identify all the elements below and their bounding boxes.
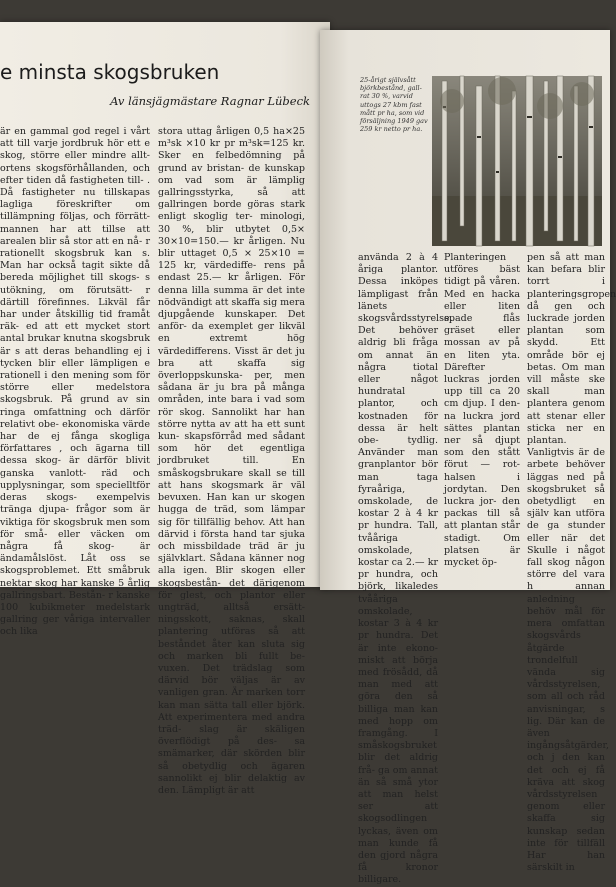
right-column-1 (358, 252, 453, 886)
paragraph: stora uttag årligen 0,5 ha×25 m³sk ×10 kr pr m³sk=125 kr. Sker en felbedömning på grund av bristan- de kunskap om vad som är lämplig gallringsstyrka, så att gallringen borde göras stark enligt skoglig ter- minologi, 30 %, blir utbytet 0,5× 30×10=150.— kr årligen. Nu blir uttaget 0,5 × 25×10 = 125 kr, värdediffe- rens på endast 25.— kr årligen. För denna lilla summa är det inte nödvändigt att skaffa sig mera djupgående kunskaper. Det anför- da exemplet ger likväl en extremt hög värdedifferens. Visst är det ju bra att skaffa sig överloppskunska- per, men sådana är ju bra på många områden, inte bara i vad som rör skog. Sannolikt har han större nytta av att ha ett sunt kun- skapsförråd med sådant som hör det egentliga jordbruket till. En småskogsbrukare skall se till att hans skogsmark är väl bevuxen. Han kan ur skogen hugga de träd, som lämpar sig för tillfällig behov. Att han därvid i första hand tar sjuka och missbildade träd är ju självklart. Sådana känner nog alla igen. Blir skogen eller skogsbestån- det därigenom för glest, och plantor eller ungträd, alltså ersätt- ningsskott, saknas, skall plantering utföras så att beståndet åter kan sluta sig och marken bli fullt be- vuxen. Det trädslag som därvid bör väljas är av vanligen gran. Är marken torr kan man sätta tall eller björk. Att experimentera med andra träd- slag är skäligen överflödigt på des- sa smämarker, där skörden blir så obetydlig och ägaren sannolikt ej blir delaktig av den. Lämpligt är att (158, 126, 306, 796)
paragraph: Planteringen utföres bäst tidigt på våren. Med en hacka eller liten spade flås gräset eller mossan av på en liten yta. Därefter luckras jorden upp till ca 20 cm djup. I den- na luckra jord sättes plantan ner så djupt som den stått förut — rot- halsen i jordytan. Den luckra jor- den packas till så att plantan står stadigt. Om platsen är mycket öp- (444, 252, 520, 569)
birch-forest-image (432, 76, 602, 246)
left-page (0, 22, 330, 796)
left-column-1 (0, 126, 150, 638)
paragraph: är en gammal god regel i vårt att till varje jordbruk hör ett e skog, större eller mindre allt- ortens skogsförhållanden, och efter tiden då fastigheten till- . Då fastigheter nu tillskapas lagliga föreskrifter om tillämpning följas, och förrätt- mannen har att tillse att arealen blir så stor att en nå- r rationellt skogsbruk kan s. Man har också tagit sikte då bereda möjlighet till skogs- s utökning, om förutsätt- r därtill förefinnes. Likväl får har under åtskillig tid framåt räk- ed att ett mycket stort antal brukar knutna skogsbruk är s att deras behandling ej i tycken blir eller lämpligen e rationell i den mening som för större eller medelstora skogsbruk. På grund av sin ringa omfattning och därför relativt obe- ekonomiska värde har de ej fånga skogliga författares , och ägarna till dessa skog- är därför blivit ganska vanlott- räd och upplysningar, som specielltför deras skogs- exempelvis tränga djupa- frågor som är viktiga för skogsbruk men som för små- eller väcken om några få skog- är ändamålslöst. Låt oss se skogsproblemet. Ett småbruk nektar skog har kanske 5 årlig gallringsbart. Bestån- r kanske 100 kubikmeter medelstark gallring ger våriga intervaller och lika (0, 126, 150, 638)
photo-caption: 25-årigt självsått björkbestånd, gall- rat 30 %, varvid uttogs 27 kbm fast mått pr ha, som vid försäljning 1949 gav 259 kr netto pr ha. (360, 76, 428, 134)
left-column-2 (158, 126, 306, 796)
right-column-2 (444, 252, 520, 582)
article-author: Av länsjägmästare Ragnar Lübeck (110, 94, 310, 108)
birch-forest-photo (432, 76, 602, 246)
paragraph: använda 2 à 4 åriga plantor. Dessa inköpes lämpligast från länets skogsvårdsstyrelse. Det behöver aldrig bli fråga om annat än några tiotal eller något hundratal plantor, och kostnaden för dessa är helt obe- tydlig. Använder man granplantor bör man taga fyraåriga, omskolade, de kostar 2 à 4 kr pr hundra. Tall, tvååriga omskolade, kostar ca 2.— kr pr hundra, och björk, likaledes tvååriga omskolade, kostar 3 à 4 kr pr hundra. Det är inte ekono- miskt att börja med frösådd, då man med att göra den så billiga man kan med hopp om framgång. I småskogsbruket blir det aldrig frå- ga om annat än så små ytor att man helst ser att skogsodlingen lyckas, även om man kunde få den gjord några få kronor billigare. (358, 252, 453, 886)
right-page (320, 30, 616, 886)
paragraph: pen så att man kan befara blir torrt i planteringsgropen då gen och luckrade jorden plantan som skydd. Ett område bör ej betas. Om man vill måste ske skall man plantera genom att stenar eller sticka ner en plantan. Vanligtvis är de arbete behöver läggas ned på skogsbruket så obetydligt en själv kan utföra de ga stunder eller när det Skulle i något fall skog någon större del vara h annan anledning behöv mål för mera omfattan skogsvårds åtgärde trondelfull vända sig vårdsstyrelsen, som all och råd anvisningar, s lig. Där kan de även ingångsåtgärder, och j den kan det och ej få kräva att skog vårdsstyrelsen genom eller skaffa sig kunskap sedan inte för tillfäll Har han särskilt in (527, 252, 616, 874)
right-column-3 (527, 252, 616, 874)
article-title: e minsta skogsbruken (0, 60, 220, 84)
